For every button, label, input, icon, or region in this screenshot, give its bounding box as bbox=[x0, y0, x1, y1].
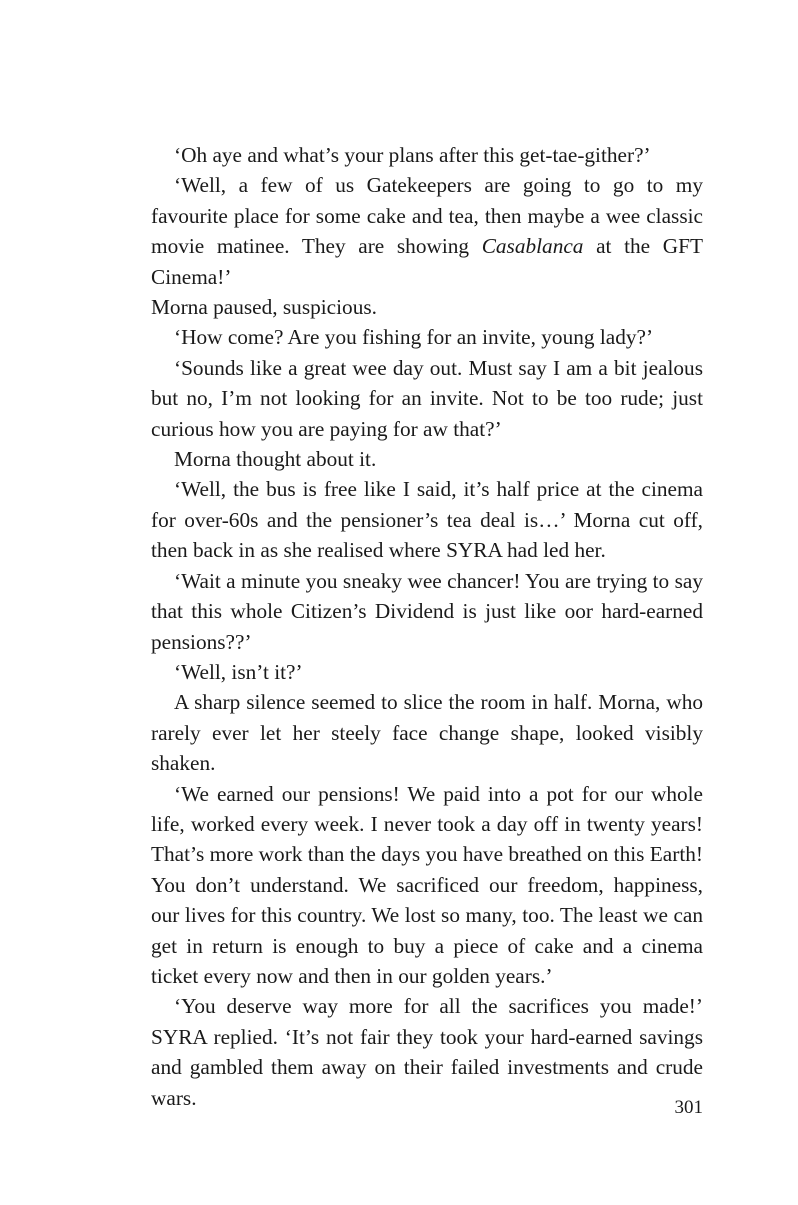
paragraph-11: ‘We earned our pensions! We paid into a pot for our whole life, worked every week. I never took a day off in twenty years! That’s more work than the days you have breathed on this Earth! You don’t understand. We sacrificed our freedom, happiness, our lives for this country. We lost so many, too. The least we can get in return is enough to buy a piece of cake and a cinema ticket every now and then in our golden years.’ bbox=[151, 781, 703, 988]
paragraph-1: ‘Oh aye and what’s your plans after this get-tae-gither?’ bbox=[174, 143, 651, 167]
body-text bbox=[151, 140, 703, 1113]
paragraph-12: ‘You deserve way more for all the sacrifices you made!’ SYRA replied. ‘It’s not fair they took your hard-earned savings and gambled them away on their failed investments and crude wars. bbox=[151, 994, 703, 1110]
paragraph-8: ‘Wait a minute you sneaky wee chancer! You are trying to say that this whole Citizen’s Dividend is just like oor hard-earned pensions??’ bbox=[151, 568, 703, 654]
movie-title: Casablanca bbox=[481, 234, 584, 259]
paragraph-10: A sharp silence seemed to slice the room in half. Morna, who rarely ever let her steely face change shape, looked visibly shaken. bbox=[151, 690, 703, 776]
paragraph-5: ‘Sounds like a great wee day out. Must say I am a bit jealous but no, I’m not looking for an invite. Not to be too rude; just curious how you are paying for aw that?’ bbox=[151, 355, 703, 441]
paragraph-3: Morna paused, suspicious. bbox=[151, 295, 377, 320]
paragraph-6: Morna thought about it. bbox=[174, 447, 377, 472]
paragraph-2 bbox=[151, 170, 703, 292]
paragraph-7: ‘Well, the bus is free like I said, it’s half price at the cinema for over-60s and the pensioner’s tea deal is…’ Morna cut off, then back in as she realised where SYRA had led her. bbox=[151, 477, 703, 563]
paragraph-4: ‘How come? Are you fishing for an invite, young lady?’ bbox=[174, 325, 654, 350]
paragraph-2-text: ‘Well, a few of us Gatekeepers are going to go to my favourite place for some cake and tea, then maybe a wee classic movie matinee. They are showing bbox=[151, 173, 703, 259]
paragraph-9: ‘Well, isn’t it?’ bbox=[174, 659, 303, 684]
paragraph-2-tail: at the GFT Cinema!’ bbox=[151, 234, 703, 289]
page-number: 301 bbox=[674, 1097, 703, 1118]
